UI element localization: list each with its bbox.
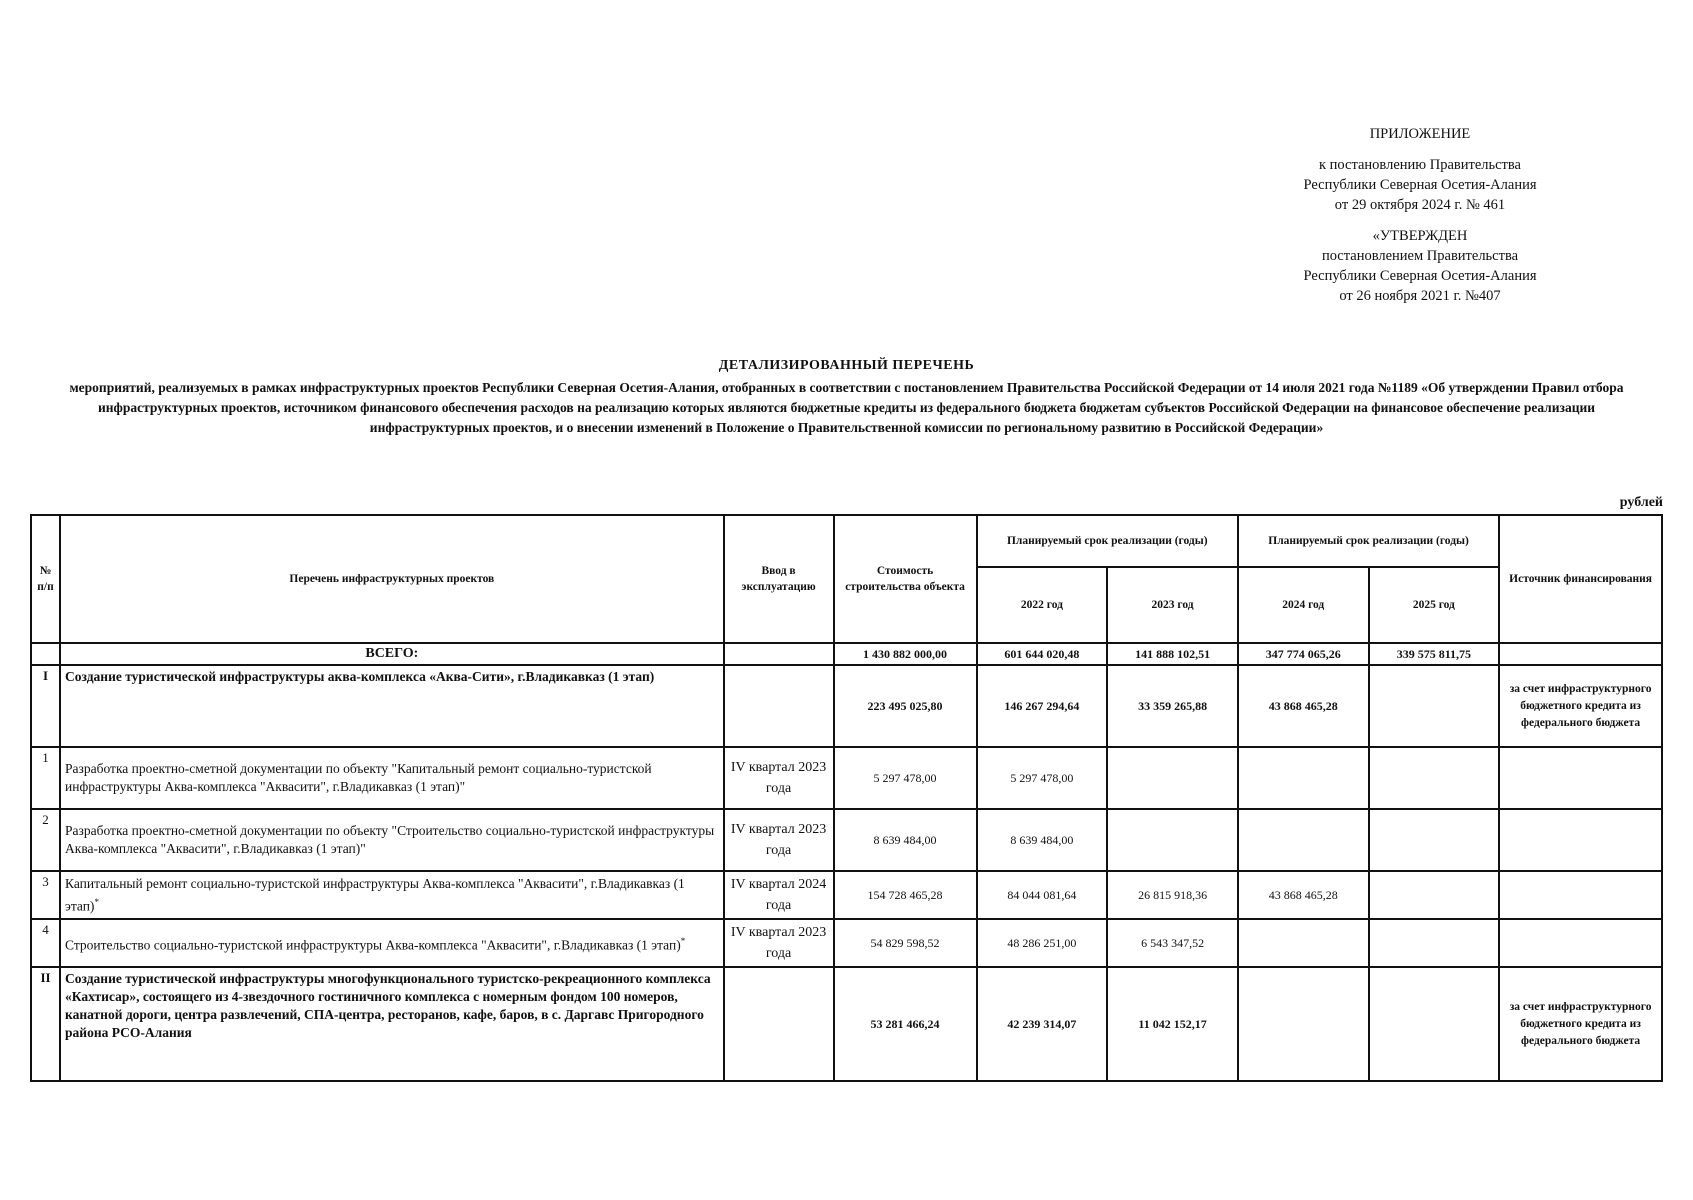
row-2024 xyxy=(1238,747,1369,809)
row-2025 xyxy=(1369,809,1500,871)
row-2022: 8 639 484,00 xyxy=(977,809,1108,871)
section-source: за счет инфраструктурного бюджетного кредита из федерального бюджета xyxy=(1499,665,1662,747)
total-cost: 1 430 882 000,00 xyxy=(834,643,977,665)
row-source xyxy=(1499,919,1662,967)
section-2025 xyxy=(1369,665,1500,747)
header-period-1: Планируемый срок реализации (годы) xyxy=(977,515,1238,567)
row-name: Разработка проектно-сметной документации по объекту "Капитальный ремонт социально-туристской инфраструктуры Аква-комплекса "Аквасити", г.Владикавказ (1 этап)" xyxy=(60,747,724,809)
approval-line: постановлением Правительства xyxy=(1321,248,1519,264)
section-row xyxy=(31,665,1662,747)
section-index: I xyxy=(31,665,60,747)
appendix-line: к постановлению Правительства xyxy=(1319,157,1521,173)
total-source-cell xyxy=(1499,643,1662,665)
section-2022: 146 267 294,64 xyxy=(977,665,1108,747)
total-2025: 339 575 811,75 xyxy=(1369,643,1500,665)
row-cost: 5 297 478,00 xyxy=(834,747,977,809)
section-2024: 43 868 465,28 xyxy=(1238,665,1369,747)
row-name-cell xyxy=(60,919,724,967)
header-num: № п/п xyxy=(31,515,60,643)
document-subtitle: мероприятий, реализуемых в рамках инфраструктурных проектов Республики Северная Осетия-Алания, отобранных в соответствии с постановлением Правительства Российской Федерации от 14 июля 2021 года №1189 «Об утверждении Правил отбора инфраструктурных проектов, источником финансового обеспечения расходов на реализацию которых являются бюджетные кредиты из федерального бюджета бюджетам субъектов Российской Федерации на финансовое обеспечение реализации инфраструктурных проектов, и о внесении изменений в Положение о Правительственной комиссии по региональному развитию в Российской Федерации» xyxy=(69,380,1624,435)
total-num-cell xyxy=(31,643,60,665)
appendix-title: ПРИЛОЖЕНИЕ xyxy=(1369,126,1471,142)
row-2023 xyxy=(1107,747,1238,809)
table-row xyxy=(31,919,1662,967)
units-label: рублей xyxy=(1619,495,1663,510)
row-2022: 5 297 478,00 xyxy=(977,747,1108,809)
section-period-cell xyxy=(724,967,834,1081)
section-cost: 53 281 466,24 xyxy=(834,967,977,1081)
row-cost: 8 639 484,00 xyxy=(834,809,977,871)
appendix-line: Республики Северная Осетия-Алания xyxy=(1303,177,1537,193)
approval-line: «УТВЕРЖДЕН xyxy=(1372,228,1468,244)
approval-line: Республики Северная Осетия-Алания xyxy=(1303,268,1537,284)
total-2024: 347 774 065,26 xyxy=(1238,643,1369,665)
section-2023: 33 359 265,88 xyxy=(1107,665,1238,747)
header-commission: Ввод в эксплуатацию xyxy=(724,515,834,643)
row-period: IV квартал 2023 года xyxy=(724,809,834,871)
row-index: 4 xyxy=(31,919,60,967)
row-name: Капитальный ремонт социально-туристской инфраструктуры Аква-комплекса "Аквасити", г.Владикавказ (1 этап) xyxy=(65,875,685,914)
total-2022: 601 644 020,48 xyxy=(977,643,1108,665)
row-index: 2 xyxy=(31,809,60,871)
row-cost: 54 829 598,52 xyxy=(834,919,977,967)
table-row xyxy=(31,871,1662,919)
footnote-mark: * xyxy=(94,896,99,907)
row-name: Разработка проектно-сметной документации по объекту "Строительство социально-туристской инфраструктуры Аква-комплекса "Аквасити", г.Владикавказ (1 этап)" xyxy=(60,809,724,871)
projects-table xyxy=(30,514,1663,1082)
appendix-line: от 29 октября 2024 г. № 461 xyxy=(1334,197,1506,213)
header-year-2024: 2024 год xyxy=(1238,567,1369,643)
approval-line: от 26 ноября 2021 г. №407 xyxy=(1339,288,1501,304)
header-name: Перечень инфраструктурных проектов xyxy=(60,515,724,643)
row-2024: 43 868 465,28 xyxy=(1238,871,1369,919)
section-name: Создание туристической инфраструктуры аква-комплекса «Аква-Сити», г.Владикавказ (1 этап) xyxy=(60,665,724,747)
header-year-2022: 2022 год xyxy=(977,567,1108,643)
header-period-2: Планируемый срок реализации (годы) xyxy=(1238,515,1499,567)
appendix-reference xyxy=(1200,155,1640,215)
row-source xyxy=(1499,747,1662,809)
row-2024 xyxy=(1238,919,1369,967)
footnote-mark: * xyxy=(680,935,686,946)
row-2023: 26 815 918,36 xyxy=(1107,871,1238,919)
row-2023: 6 543 347,52 xyxy=(1107,919,1238,967)
total-row xyxy=(31,643,1662,665)
section-source: за счет инфраструктурного бюджетного кредита из федерального бюджета xyxy=(1499,967,1662,1081)
row-period: IV квартал 2023 года xyxy=(724,919,834,967)
section-name: Создание туристической инфраструктуры многофункционального туристско-рекреационного комплекса «Кахтисар», состоящего из 4-звездочного гостиничного комплекса с номерным фондом 100 номеров, канатной дороги, центра развлечений, СПА-центра, ресторанов, кафе, баров, в с. Даргавс Пригородного района РСО-Алания xyxy=(60,967,724,1081)
row-period: IV квартал 2023 года xyxy=(724,747,834,809)
row-cost: 154 728 465,28 xyxy=(834,871,977,919)
section-cost: 223 495 025,80 xyxy=(834,665,977,747)
row-index: 3 xyxy=(31,871,60,919)
row-source xyxy=(1499,809,1662,871)
row-2025 xyxy=(1369,919,1500,967)
row-name-cell xyxy=(60,871,724,919)
total-2023: 141 888 102,51 xyxy=(1107,643,1238,665)
row-source xyxy=(1499,871,1662,919)
row-2023 xyxy=(1107,809,1238,871)
row-2022: 48 286 251,00 xyxy=(977,919,1108,967)
row-2025 xyxy=(1369,871,1500,919)
header-source: Источник финансирования xyxy=(1499,515,1662,643)
section-row xyxy=(31,967,1662,1081)
section-period-cell xyxy=(724,665,834,747)
table-row xyxy=(31,809,1662,871)
row-2024 xyxy=(1238,809,1369,871)
row-period: IV квартал 2024 года xyxy=(724,871,834,919)
document-title: ДЕТАЛИЗИРОВАННЫЙ ПЕРЕЧЕНЬ xyxy=(718,358,975,373)
header-cost: Стоимость строительства объекта xyxy=(834,515,977,643)
section-2022: 42 239 314,07 xyxy=(977,967,1108,1081)
header-year-2025: 2025 год xyxy=(1369,567,1500,643)
total-period-cell xyxy=(724,643,834,665)
section-2023: 11 042 152,17 xyxy=(1107,967,1238,1081)
section-2025 xyxy=(1369,967,1500,1081)
row-2022: 84 044 081,64 xyxy=(977,871,1108,919)
section-index: II xyxy=(31,967,60,1081)
approval-reference xyxy=(1200,226,1640,306)
total-label: ВСЕГО: xyxy=(60,643,724,665)
row-2025 xyxy=(1369,747,1500,809)
section-2024 xyxy=(1238,967,1369,1081)
table-row xyxy=(31,747,1662,809)
header-year-2023: 2023 год xyxy=(1107,567,1238,643)
row-index: 1 xyxy=(31,747,60,809)
row-name: Строительство социально-туристской инфраструктуры Аква-комплекса "Аквасити", г.Владикавказ (1 этап) xyxy=(65,937,681,953)
